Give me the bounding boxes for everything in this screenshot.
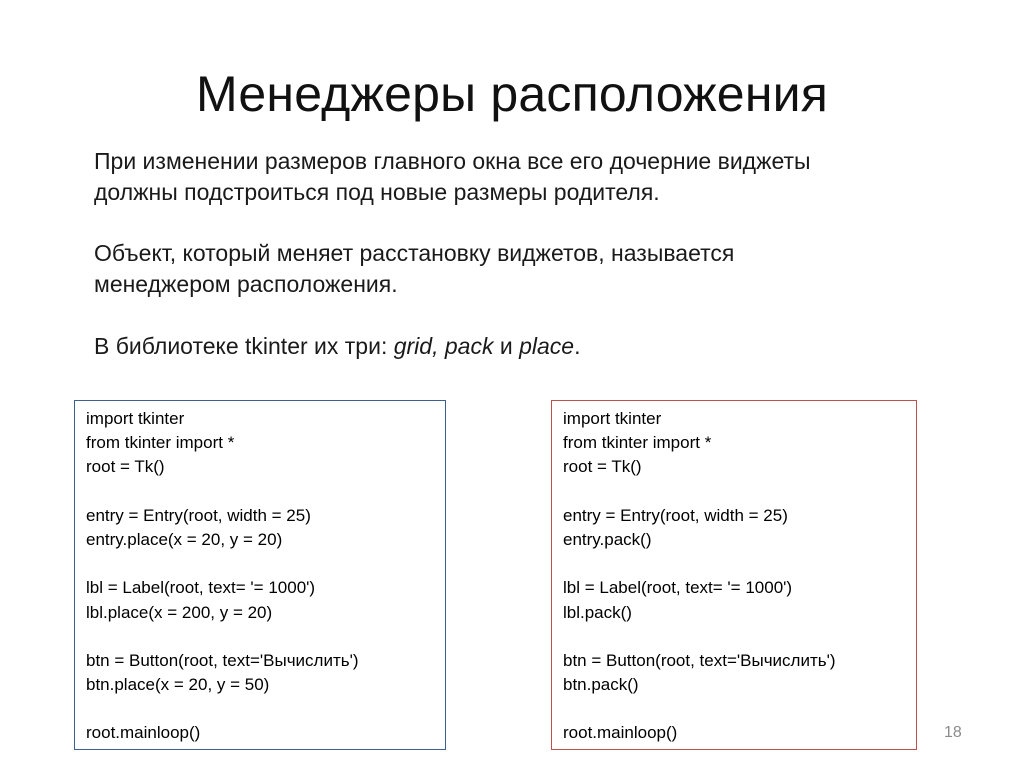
page-number: 18	[944, 724, 962, 741]
code-line: root.mainloop()	[563, 723, 678, 743]
code-line	[86, 625, 445, 649]
code-line: import tkinter	[563, 409, 662, 428]
code-box-pack	[551, 400, 917, 750]
code-line: import tkinter	[86, 409, 185, 428]
code-line	[563, 697, 916, 721]
paragraph-resize-line-2: должны подстроиться под новые размеры родителя.	[94, 179, 660, 205]
code-line: root = Tk()	[86, 457, 165, 477]
slide-title: Менеджеры расположения	[195, 66, 829, 122]
code-line: lbl.pack()	[563, 602, 632, 622]
paragraph-resize-line-1: При изменении размеров главного окна все его дочерние виджеты	[94, 148, 811, 174]
code-line: entry.place(x = 20, y = 20)	[86, 529, 283, 549]
code-line	[86, 697, 445, 721]
code-line	[563, 625, 916, 649]
grid-pack-text: grid, pack	[393, 333, 494, 359]
and-text: и	[493, 333, 520, 359]
code-line: btn.pack()	[563, 675, 639, 695]
code-line: root = Tk()	[563, 457, 642, 477]
code-line	[563, 480, 916, 504]
paragraph-layout-manager	[94, 238, 734, 300]
code-line: entry.pack()	[563, 529, 652, 549]
code-line: btn.place(x = 20, y = 50)	[86, 675, 270, 695]
code-line	[86, 480, 445, 504]
paragraph-suffix: .	[574, 333, 581, 359]
code-line	[563, 552, 916, 576]
code-line: lbl = Label(root, text= '= 1000')	[86, 578, 316, 598]
code-line: from tkinter import *	[86, 433, 235, 453]
paragraph-layout-manager-line-2: менеджером расположения.	[94, 271, 398, 297]
place-text: place	[519, 333, 575, 359]
paragraph-prefix: В библиотеке tkinter их три:	[94, 333, 394, 359]
paragraph-tkinter-managers-line	[94, 331, 580, 362]
paragraph-resize	[94, 146, 811, 208]
code-line: lbl = Label(root, text= '= 1000')	[563, 578, 793, 598]
code-line: entry = Entry(root, width = 25)	[86, 505, 311, 525]
code-line: btn = Button(root, text='Вычислить')	[86, 650, 359, 670]
paragraph-tkinter-managers	[94, 331, 580, 362]
code-line: lbl.place(x = 200, y = 20)	[86, 602, 273, 622]
code-line: from tkinter import *	[563, 433, 712, 453]
paragraph-layout-manager-line-1: Объект, который меняет расстановку виджетов, называется	[94, 240, 735, 266]
code-line	[86, 552, 445, 576]
code-line: btn = Button(root, text='Вычислить')	[563, 650, 836, 670]
code-box-place	[74, 400, 446, 750]
code-line: root.mainloop()	[86, 723, 201, 743]
code-line: entry = Entry(root, width = 25)	[563, 505, 788, 525]
